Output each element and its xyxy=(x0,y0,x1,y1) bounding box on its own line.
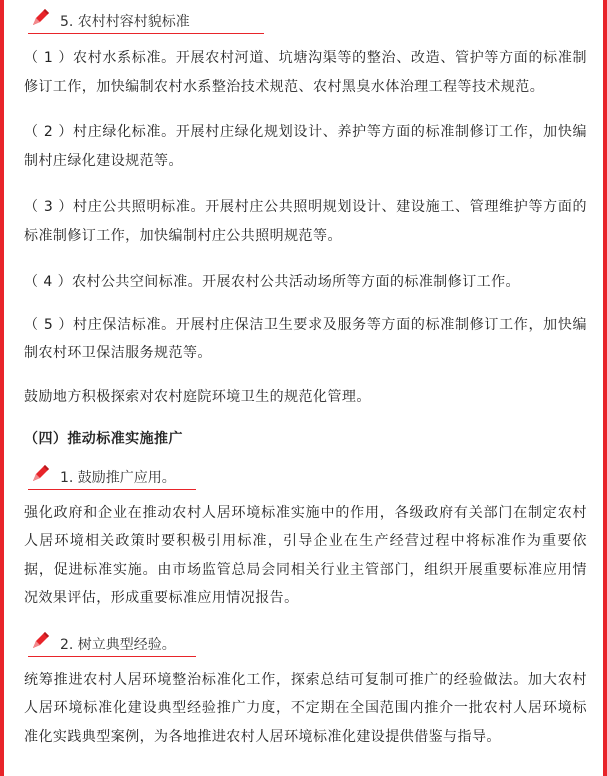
subsection-1-body: 强化政府和企业在推动农村人居环境标准实施中的作用，各级政府有关部门在制定农村人居环境相关政策时要积极引用标准，引导企业在生产经营过程中将标准作为重要依据，促进标准实施。由市场监管总局会同相关行业主管部门，组织开展重要标准应用情况效果评估，形成重要标准应用情况报告。 xyxy=(24,504,587,606)
pencil-icon xyxy=(28,6,52,30)
article-content xyxy=(24,0,587,751)
subsection-2-title: 2. 树立典型经验。 xyxy=(60,636,176,653)
subsection-1-underline xyxy=(28,489,196,490)
subsection-2-body: 统筹推进农村人居环境整治标准化工作，探索总结可复制可推广的经验做法。加大农村人居环境标准化建设典型经验推广力度，不定期在全国范围内推介一批农村人居环境标准化实践典型案例，为各地推进农村人居环境标准化建设提供借鉴与指导。 xyxy=(24,671,587,745)
encourage-text: 鼓励地方积极探索对农村庭院环境卫生的规范化管理。 xyxy=(24,388,371,405)
left-border xyxy=(0,0,4,776)
section-5-title: 5. 农村村容村貌标准 xyxy=(60,14,190,30)
subsection-2-header xyxy=(28,627,587,657)
section-5-header xyxy=(28,4,587,34)
subsection-1-header xyxy=(28,460,587,490)
right-border xyxy=(603,0,607,776)
subsection-2-underline xyxy=(28,656,196,657)
pencil-icon xyxy=(28,462,52,486)
section-5-underline xyxy=(28,33,264,34)
pencil-icon xyxy=(28,629,52,653)
item-4: （ 4 ）农村公共空间标准。开展农村公共活动场所等方面的标准制修订工作。 xyxy=(24,274,521,290)
item-2: （ 2 ）村庄绿化标准。开展村庄绿化规划设计、养护等方面的标准制修订工作，加快编制村庄绿化建设规范等。 xyxy=(24,124,587,169)
heading-section-4: （四）推动标准实施推广 xyxy=(24,431,183,447)
item-1: （ 1 ）农村水系标准。开展农村河道、坑塘沟渠等的整治、改造、管护等方面的标准制修订工作，加快编制农村水系整治技术规范、农村黑臭水体治理工程等技术规范。 xyxy=(24,50,587,95)
item-3: （ 3 ）村庄公共照明标准。开展村庄公共照明规划设计、建设施工、管理维护等方面的标准制修订工作，加快编制村庄公共照明规范等。 xyxy=(24,199,587,244)
subsection-1-title: 1. 鼓励推广应用。 xyxy=(60,469,176,486)
item-5: （ 5 ）村庄保洁标准。开展村庄保洁卫生要求及服务等方面的标准制修订工作，加快编制农村环卫保洁服务规范等。 xyxy=(24,316,587,361)
